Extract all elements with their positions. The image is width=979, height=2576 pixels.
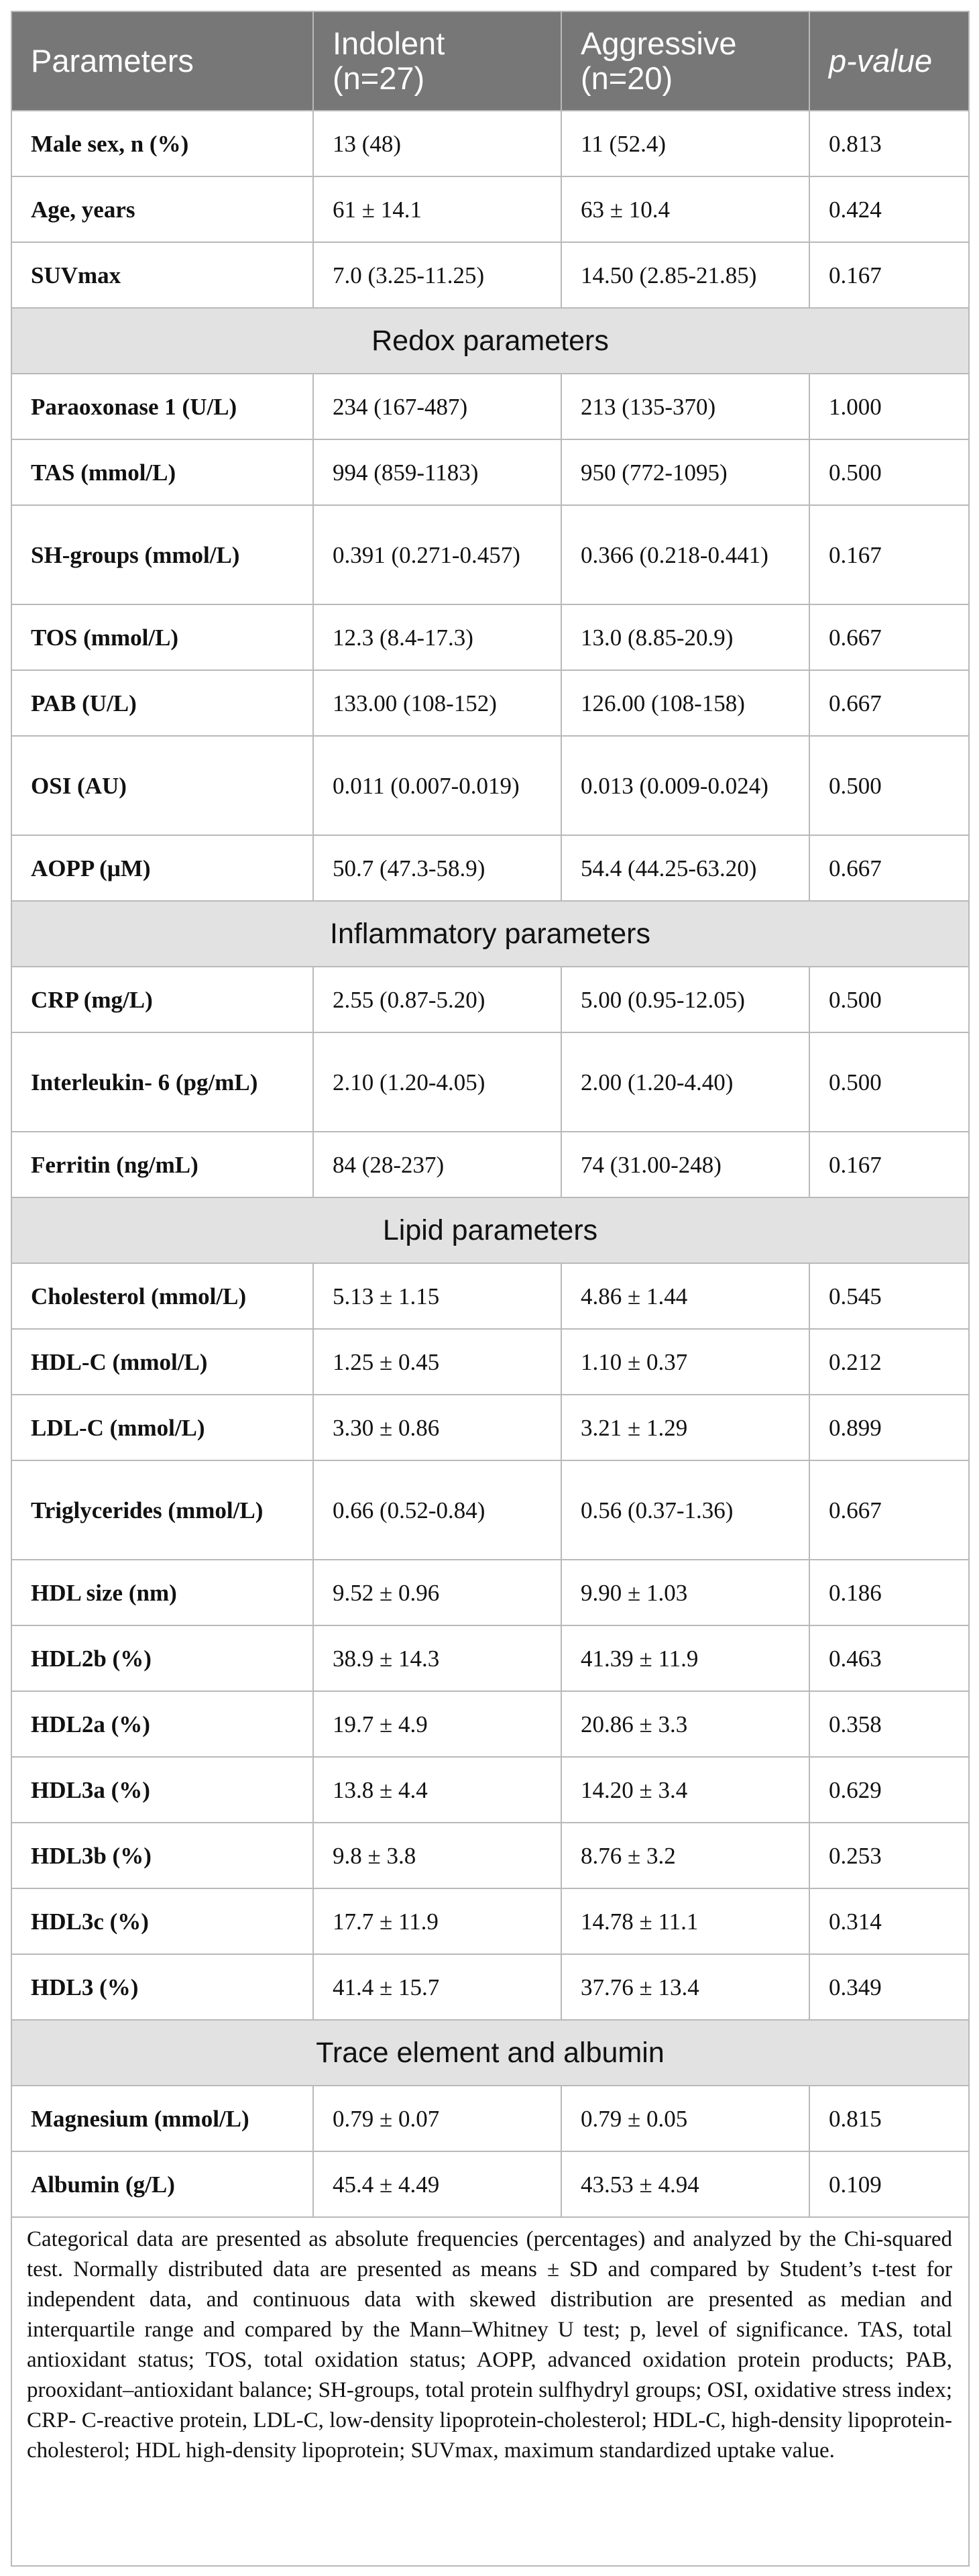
section-inflammatory: Inflammatory parameters (11, 901, 969, 967)
row-indolent: 9.52 ± 0.96 (313, 1560, 561, 1625)
row-parameter: Albumin (g/L) (11, 2151, 313, 2217)
row-aggressive: 1.10 ± 0.37 (561, 1329, 809, 1395)
table-header-row (11, 11, 969, 111)
row-indolent: 994 (859-1183) (313, 439, 561, 505)
section-header-row (11, 2020, 969, 2086)
row-aggressive: 14.50 (2.85-21.85) (561, 242, 809, 308)
row-aggressive: 213 (135-370) (561, 374, 809, 439)
row-aggressive: 13.0 (8.85-20.9) (561, 604, 809, 670)
row-indolent: 41.4 ± 15.7 (313, 1954, 561, 2020)
row-p-value: 0.500 (809, 967, 969, 1032)
row-parameter: SH-groups (mmol/L) (11, 505, 313, 604)
row-p-value: 0.314 (809, 1888, 969, 1954)
row-p-value: 0.349 (809, 1954, 969, 2020)
row-p-value: 0.167 (809, 1132, 969, 1197)
row-aggressive: 0.366 (0.218-0.441) (561, 505, 809, 604)
row-p-value: 0.424 (809, 176, 969, 242)
row-parameter: Ferritin (ng/mL) (11, 1132, 313, 1197)
table-row (11, 2151, 969, 2217)
header-aggressive: Aggressive (n=20) (561, 11, 809, 111)
table-row (11, 242, 969, 308)
row-p-value: 0.358 (809, 1691, 969, 1757)
row-parameter: OSI (AU) (11, 736, 313, 835)
row-parameter: HDL3 (%) (11, 1954, 313, 2020)
table-row (11, 439, 969, 505)
section-header-row (11, 901, 969, 967)
row-indolent: 3.30 ± 0.86 (313, 1395, 561, 1460)
row-indolent: 0.66 (0.52-0.84) (313, 1460, 561, 1560)
table-row (11, 374, 969, 439)
row-indolent: 0.391 (0.271-0.457) (313, 505, 561, 604)
table-row (11, 111, 969, 176)
row-indolent: 38.9 ± 14.3 (313, 1625, 561, 1691)
row-aggressive: 37.76 ± 13.4 (561, 1954, 809, 2020)
row-parameter: LDL-C (mmol/L) (11, 1395, 313, 1460)
row-aggressive: 3.21 ± 1.29 (561, 1395, 809, 1460)
table-footnote: Categorical data are presented as absolute frequencies (percentages) and analyzed by the Chi-squared test. Normally distributed data are presented as means ± SD and compared by Student’s t-test for independent data, and continuous data with skewed distribution are presented as median and interquartile range and compared by the Mann–Whitney U test; p, level of significance. TAS, total antioxidant status; TOS, total oxidation status; AOPP, advanced oxidation protein products; PAB, prooxidant–antioxidant balance; SH-groups, total protein sulfhydryl groups; OSI, oxidative stress index; CRP- C-reactive protein, LDL-C, low-density lipoprotein-cholesterol; HDL-C, high-density lipoprotein-cholesterol; HDL high-density lipoprotein; SUVmax, maximum standardized uptake value. (11, 2217, 969, 2566)
row-aggressive: 63 ± 10.4 (561, 176, 809, 242)
row-aggressive: 9.90 ± 1.03 (561, 1560, 809, 1625)
row-p-value: 0.463 (809, 1625, 969, 1691)
row-indolent: 13.8 ± 4.4 (313, 1757, 561, 1823)
row-aggressive: 0.56 (0.37-1.36) (561, 1460, 809, 1560)
row-indolent: 84 (28-237) (313, 1132, 561, 1197)
table-row (11, 670, 969, 736)
row-indolent: 45.4 ± 4.49 (313, 2151, 561, 2217)
table-row (11, 1329, 969, 1395)
row-indolent: 2.10 (1.20-4.05) (313, 1032, 561, 1132)
header-p-value-text: p-value (829, 43, 933, 78)
table-row (11, 1954, 969, 2020)
row-aggressive: 4.86 ± 1.44 (561, 1263, 809, 1329)
row-parameter: Magnesium (mmol/L) (11, 2086, 313, 2151)
row-p-value: 0.109 (809, 2151, 969, 2217)
row-p-value: 0.629 (809, 1757, 969, 1823)
header-p-value (809, 11, 969, 111)
row-p-value: 0.167 (809, 505, 969, 604)
table-row (11, 2086, 969, 2151)
footnote-row (11, 2217, 969, 2566)
table-row (11, 1888, 969, 1954)
table-row (11, 505, 969, 604)
row-parameter: Cholesterol (mmol/L) (11, 1263, 313, 1329)
table-row (11, 1625, 969, 1691)
row-parameter: TAS (mmol/L) (11, 439, 313, 505)
table-row (11, 1032, 969, 1132)
table-row (11, 967, 969, 1032)
results-table (11, 11, 970, 2567)
row-parameter: TOS (mmol/L) (11, 604, 313, 670)
row-parameter: HDL2a (%) (11, 1691, 313, 1757)
row-aggressive: 20.86 ± 3.3 (561, 1691, 809, 1757)
row-parameter: Paraoxonase 1 (U/L) (11, 374, 313, 439)
table-row (11, 1823, 969, 1888)
row-aggressive: 5.00 (0.95-12.05) (561, 967, 809, 1032)
row-p-value: 0.186 (809, 1560, 969, 1625)
table-row (11, 1132, 969, 1197)
row-indolent: 1.25 ± 0.45 (313, 1329, 561, 1395)
table-row (11, 736, 969, 835)
row-aggressive: 41.39 ± 11.9 (561, 1625, 809, 1691)
row-aggressive: 126.00 (108-158) (561, 670, 809, 736)
section-header-row (11, 1197, 969, 1263)
row-aggressive: 0.79 ± 0.05 (561, 2086, 809, 2151)
row-aggressive: 2.00 (1.20-4.40) (561, 1032, 809, 1132)
row-indolent: 17.7 ± 11.9 (313, 1888, 561, 1954)
table-row (11, 176, 969, 242)
row-p-value: 0.253 (809, 1823, 969, 1888)
row-parameter: SUVmax (11, 242, 313, 308)
row-aggressive: 14.20 ± 3.4 (561, 1757, 809, 1823)
row-parameter: Male sex, n (%) (11, 111, 313, 176)
row-indolent: 9.8 ± 3.8 (313, 1823, 561, 1888)
row-aggressive: 74 (31.00-248) (561, 1132, 809, 1197)
header-indolent: Indolent (n=27) (313, 11, 561, 111)
row-indolent: 61 ± 14.1 (313, 176, 561, 242)
row-indolent: 0.011 (0.007-0.019) (313, 736, 561, 835)
row-indolent: 13 (48) (313, 111, 561, 176)
row-parameter: Age, years (11, 176, 313, 242)
row-indolent: 234 (167-487) (313, 374, 561, 439)
section-redox: Redox parameters (11, 308, 969, 374)
table-row (11, 1263, 969, 1329)
row-p-value: 0.667 (809, 1460, 969, 1560)
row-indolent: 7.0 (3.25-11.25) (313, 242, 561, 308)
row-indolent: 2.55 (0.87-5.20) (313, 967, 561, 1032)
row-p-value: 0.667 (809, 670, 969, 736)
row-p-value: 0.815 (809, 2086, 969, 2151)
row-p-value: 0.212 (809, 1329, 969, 1395)
table-row (11, 1560, 969, 1625)
row-p-value: 0.545 (809, 1263, 969, 1329)
row-indolent: 19.7 ± 4.9 (313, 1691, 561, 1757)
row-parameter: HDL3a (%) (11, 1757, 313, 1823)
row-aggressive: 43.53 ± 4.94 (561, 2151, 809, 2217)
row-p-value: 0.667 (809, 835, 969, 901)
row-p-value: 0.500 (809, 1032, 969, 1132)
row-parameter: Interleukin- 6 (pg/mL) (11, 1032, 313, 1132)
row-aggressive: 8.76 ± 3.2 (561, 1823, 809, 1888)
row-indolent: 5.13 ± 1.15 (313, 1263, 561, 1329)
row-p-value: 0.500 (809, 439, 969, 505)
row-parameter: HDL2b (%) (11, 1625, 313, 1691)
row-indolent: 133.00 (108-152) (313, 670, 561, 736)
row-parameter: PAB (U/L) (11, 670, 313, 736)
row-p-value: 0.667 (809, 604, 969, 670)
table-row (11, 835, 969, 901)
row-p-value: 1.000 (809, 374, 969, 439)
table-row (11, 1691, 969, 1757)
row-indolent: 50.7 (47.3-58.9) (313, 835, 561, 901)
row-aggressive: 11 (52.4) (561, 111, 809, 176)
row-parameter: HDL3c (%) (11, 1888, 313, 1954)
row-p-value: 0.167 (809, 242, 969, 308)
row-parameter: AOPP (µM) (11, 835, 313, 901)
table-row (11, 1460, 969, 1560)
row-parameter: HDL size (nm) (11, 1560, 313, 1625)
header-parameters: Parameters (11, 11, 313, 111)
row-p-value: 0.500 (809, 736, 969, 835)
row-indolent: 12.3 (8.4-17.3) (313, 604, 561, 670)
row-parameter: HDL-C (mmol/L) (11, 1329, 313, 1395)
table-row (11, 604, 969, 670)
row-aggressive: 950 (772-1095) (561, 439, 809, 505)
section-trace: Trace element and albumin (11, 2020, 969, 2086)
row-p-value: 0.813 (809, 111, 969, 176)
table-row (11, 1395, 969, 1460)
table-row (11, 1757, 969, 1823)
section-header-row (11, 308, 969, 374)
row-parameter: Triglycerides (mmol/L) (11, 1460, 313, 1560)
row-aggressive: 0.013 (0.009-0.024) (561, 736, 809, 835)
row-indolent: 0.79 ± 0.07 (313, 2086, 561, 2151)
row-p-value: 0.899 (809, 1395, 969, 1460)
row-aggressive: 54.4 (44.25-63.20) (561, 835, 809, 901)
row-parameter: HDL3b (%) (11, 1823, 313, 1888)
row-aggressive: 14.78 ± 11.1 (561, 1888, 809, 1954)
row-parameter: CRP (mg/L) (11, 967, 313, 1032)
section-lipid: Lipid parameters (11, 1197, 969, 1263)
